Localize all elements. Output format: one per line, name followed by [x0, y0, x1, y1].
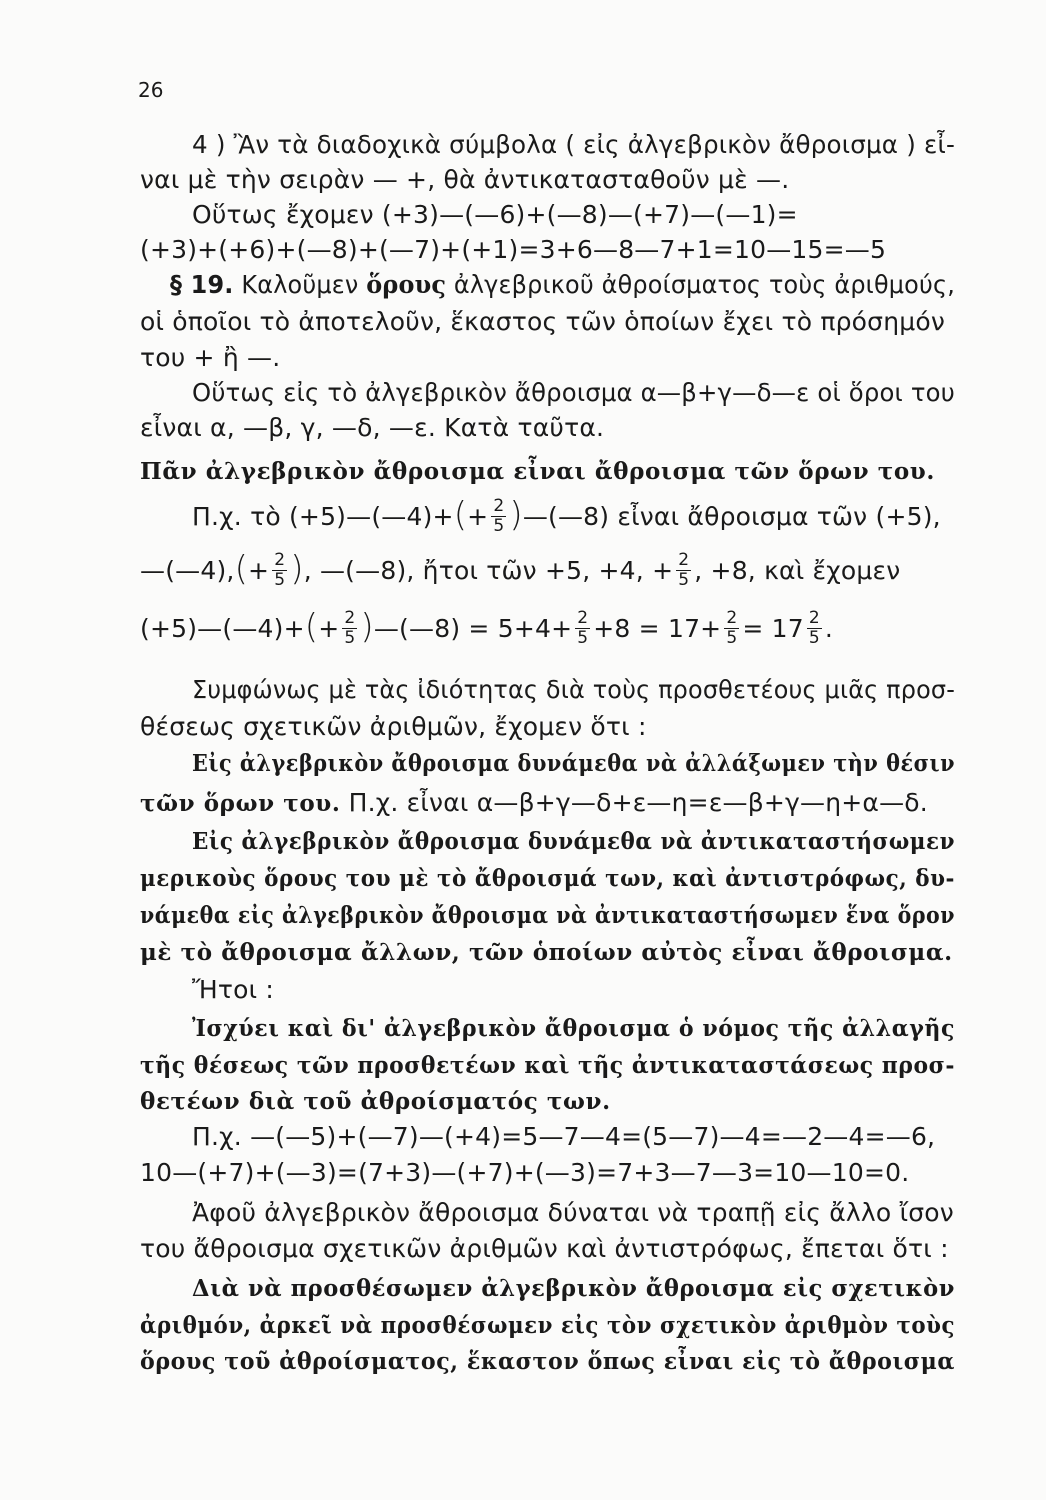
- htoi-label: Ἤτοι :: [192, 975, 275, 1004]
- fraction: $\frac{2}{5}$: [808, 607, 820, 648]
- theorem3-line1: Εἰς ἀλγεβρικὸν ἄθροισμα δυνάμεθα νὰ ἀντικαταστήσωμεν: [192, 828, 956, 855]
- theorem5-line2: ἀριθμόν, ἀρκεῖ νὰ προσθέσωμεν εἰς τὸν σχετικὸν ἀριθμὸν τοὺς: [140, 1312, 956, 1339]
- example1-l2-c: , —(—8), ἤτοι τῶν +5, +4, +: [303, 556, 674, 585]
- para3-line1: Ἀφοῦ ἀλγεβρικὸν ἄθροισμα δύναται νὰ τραπῇ εἰς ἄλλο ἴσον: [192, 1198, 954, 1227]
- theorem3-line3: νάμεθα εἰς ἀλγεβρικὸν ἄθροισμα νὰ ἀντικαταστήσωμεν ἕνα ὅρον: [140, 902, 956, 929]
- close-paren: ): [290, 549, 304, 589]
- section-marker: § 19.: [170, 270, 234, 299]
- rule4-line2: ναι μὲ τὴν σειρὰν — +, θὰ ἀντικατασταθοῦν μὲ —.: [140, 165, 790, 194]
- example1-l3-d: +8 = 17+: [593, 614, 722, 643]
- section19-line2: οἱ ὁποῖοι τὸ ἀποτελοῦν, ἕκαστος τῶν ὁποίων ἔχει τὸ πρόσημόν: [140, 307, 946, 336]
- fraction: $\frac{2}{5}$: [678, 549, 690, 590]
- example1-l3-f: .: [824, 614, 834, 643]
- fraction: $\frac{2}{5}$: [577, 607, 589, 648]
- example1-l1-c: —(—8) εἶναι ἄθροισμα τῶν (+5),: [522, 502, 941, 531]
- rule4-line3: Οὕτως ἔχομεν (+3)—(—6)+(—8)—(+7)—(—1)=: [192, 200, 798, 229]
- theorem4-line3: θετέων διὰ τοῦ ἀθροίσματός των.: [140, 1088, 611, 1115]
- example1-l2-b: +: [248, 556, 270, 585]
- example1-l3-e: = 17: [742, 614, 804, 643]
- rule4-line1: 4 ) Ἂν τὰ διαδοχικὰ σύμβολα ( εἰς ἀλγεβρικὸν ἄθροισμα ) εἶ-: [192, 130, 956, 159]
- example1-l3-b: +: [318, 614, 340, 643]
- para2-line1: Συμφώνως μὲ τὰς ἰδιότητας διὰ τοὺς προσθετέους μιᾶς προσ-: [192, 675, 956, 704]
- theorem2-line1: Εἰς ἀλγεβρικὸν ἄθροισμα δυνάμεθα νὰ ἀλλάξωμεν τὴν θέσιν: [192, 750, 956, 777]
- theorem1: Πᾶν ἀλγεβρικὸν ἄθροισμα εἶναι ἄθροισμα τῶν ὅρων του.: [140, 458, 935, 485]
- example1-l1-a: Π.χ. τὸ (+5)—(—4)+: [192, 502, 454, 531]
- theorem2-line2-bold: τῶν ὅρων του.: [140, 790, 341, 817]
- example2-line1: Π.χ. —(—5)+(—7)—(+4)=5—7—4=(5—7)—4=—2—4=—6,: [192, 1122, 936, 1151]
- theorem5-line1: Διὰ νὰ προσθέσωμεν ἀλγεβρικὸν ἄθροισμα εἰς σχετικὸν: [192, 1275, 955, 1302]
- theorem4-line1: Ἰσχύει καὶ δι' ἀλγεβρικὸν ἄθροισμα ὁ νόμος τῆς ἀλλαγῆς: [192, 1015, 955, 1042]
- example1-l3-c: —(—8) = 5+4+: [373, 614, 573, 643]
- open-paren: (: [304, 607, 319, 647]
- fraction: $\frac{2}{5}$: [493, 495, 505, 536]
- close-paren: ): [509, 495, 523, 535]
- theorem3-line4: μὲ τὸ ἄθροισμα ἄλλων, τῶν ὁποίων αὐτὸς εἶναι ἄθροισμα.: [140, 939, 953, 966]
- example1-line3: [140, 607, 834, 650]
- page-number: 26: [138, 78, 164, 102]
- section19-lead: Καλοῦμεν: [241, 270, 359, 299]
- section19-line1-rest: ἀλγεβρικοῦ ἀθροίσματος τοὺς ἀριθμούς,: [453, 270, 956, 299]
- theorem3-line2: μερικοὺς ὅρους του μὲ τὸ ἄθροισμά των, καὶ ἀντιστρόφως, δυ-: [140, 865, 956, 892]
- fraction: $\frac{2}{5}$: [274, 549, 286, 590]
- theorem4-line2: τῆς θέσεως τῶν προσθετέων καὶ τῆς ἀντικαταστάσεως προσ-: [140, 1052, 955, 1079]
- example1-l2-d: , +8, καὶ ἔχομεν: [694, 556, 901, 585]
- rule4-line4: (+3)+(+6)+(—8)+(—7)+(+1)=3+6—8—7+1=10—15=—5: [140, 235, 887, 264]
- open-paren: (: [453, 495, 468, 535]
- para3-line2: του ἄθροισμα σχετικῶν ἀριθμῶν καὶ ἀντιστρόφως, ἔπεται ὅτι :: [140, 1234, 949, 1263]
- fraction: $\frac{2}{5}$: [344, 607, 356, 648]
- open-paren: (: [234, 549, 249, 589]
- para2-line2: θέσεως σχετικῶν ἀριθμῶν, ἔχομεν ὅτι :: [140, 712, 647, 741]
- example1-l3-a: (+5)—(—4)+: [140, 614, 305, 643]
- example1-l2-a: —(—4),: [140, 556, 235, 585]
- example1-l1-b: +: [467, 502, 489, 531]
- section19-line4: Οὕτως εἰς τὸ ἀλγεβρικὸν ἄθροισμα α—β+γ—δ—ε οἱ ὅροι του: [192, 378, 955, 407]
- section19-term: ὅρους: [366, 270, 447, 299]
- example2-line2: 10—(+7)+(—3)=(7+3)—(+7)+(—3)=7+3—7—3=10—10=0.: [140, 1158, 910, 1187]
- section19-line5: εἶναι α, —β, γ, —δ, —ε. Κατὰ ταῦτα.: [140, 413, 605, 442]
- close-paren: ): [360, 607, 374, 647]
- fraction: $\frac{2}{5}$: [726, 607, 738, 648]
- example1-line2: [140, 549, 901, 592]
- section19-line3: του + ἢ —.: [140, 343, 281, 372]
- theorem2-line2: [140, 788, 928, 817]
- theorem2-line2-rest: Π.χ. εἶναι α—β+γ—δ+ε—η=ε—β+γ—η+α—δ.: [348, 788, 928, 817]
- theorem5-line3: ὅρους τοῦ ἀθροίσματος, ἕκαστον ὅπως εἶναι εἰς τὸ ἄθροισμα: [140, 1348, 956, 1375]
- section19-line1: [170, 270, 955, 299]
- example1-line1: [192, 495, 941, 538]
